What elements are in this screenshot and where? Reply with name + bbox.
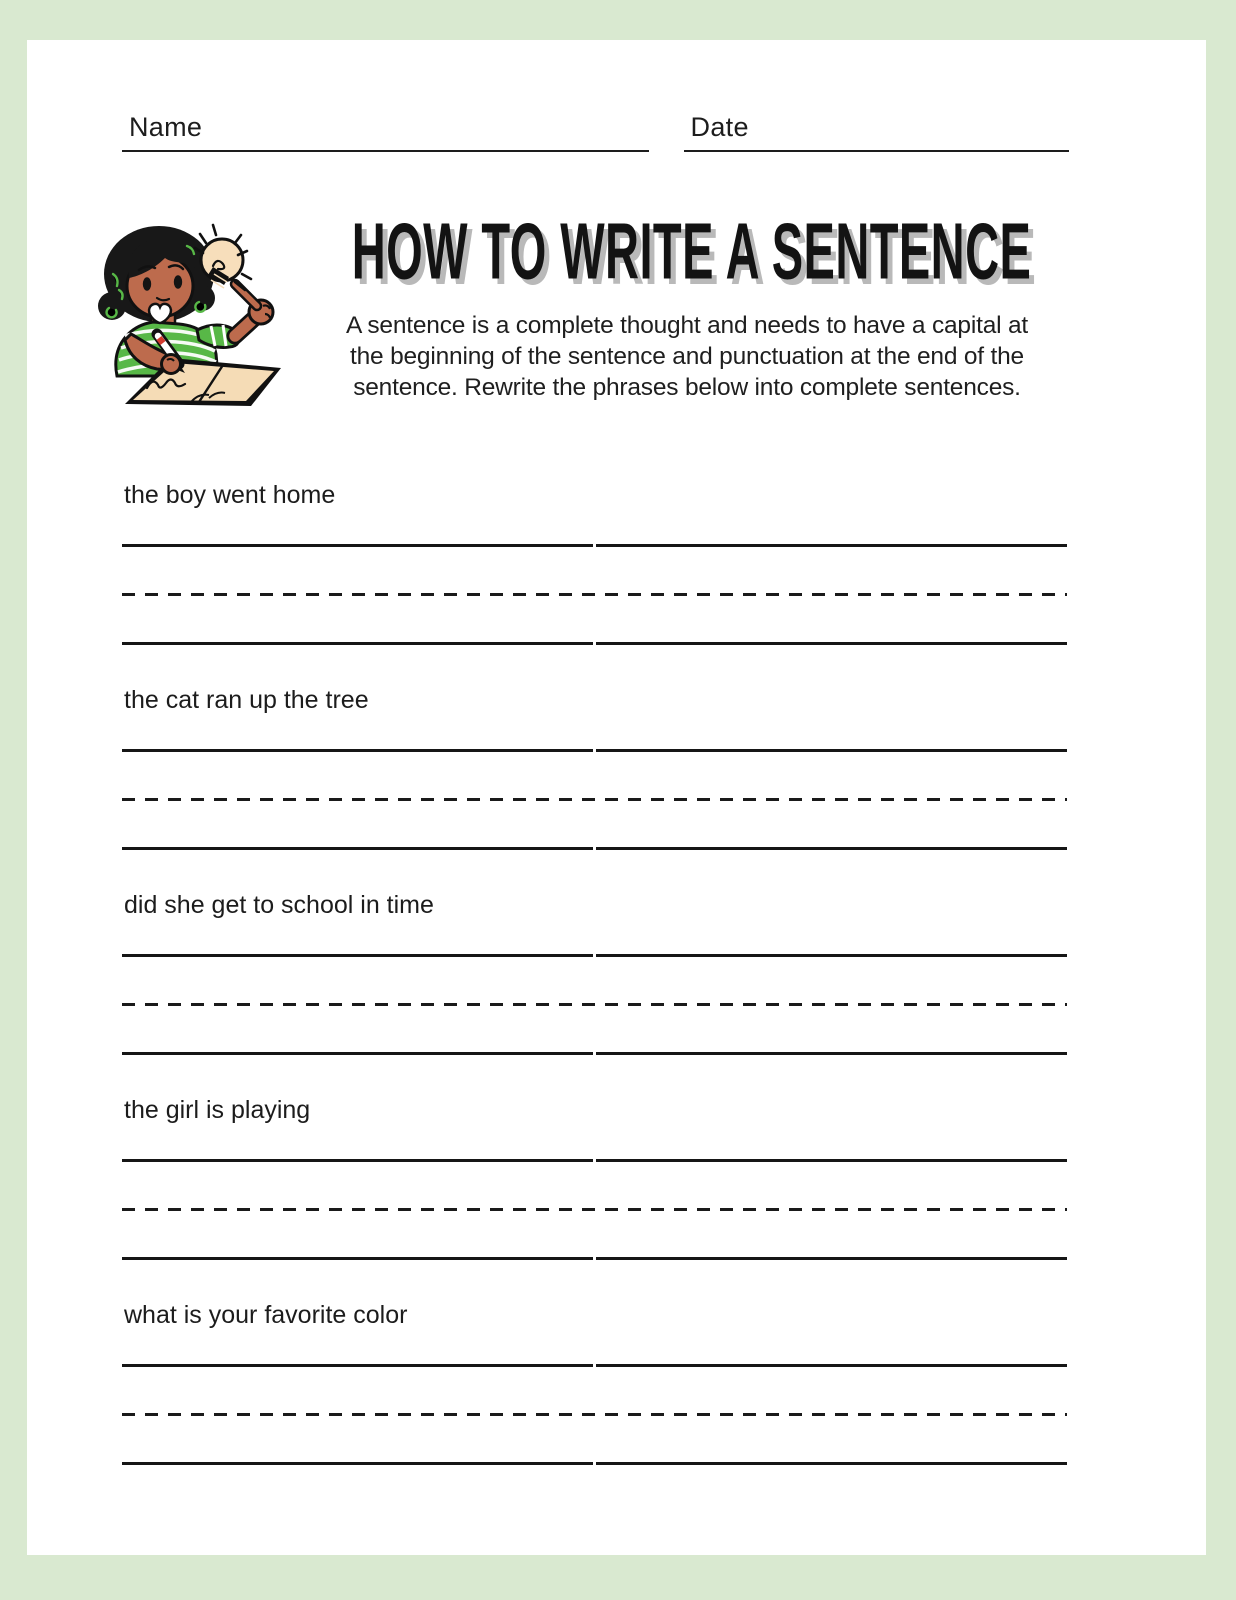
writing-line-middle-dashed[interactable] (122, 593, 1067, 596)
exercise-block (122, 888, 1069, 1055)
instructions-line: A sentence is a complete thought and needs to have a capital at (345, 312, 1029, 339)
exercise-prompt: did she get to school in time (124, 891, 434, 919)
writing-line-bottom[interactable] (122, 1462, 1067, 1465)
writing-line-bottom[interactable] (122, 1257, 1067, 1260)
worksheet-instructions (287, 310, 1087, 403)
exercise-block (122, 1093, 1069, 1260)
writing-line-bottom[interactable] (122, 847, 1067, 850)
worksheet-title: HOW TO WRITE A SENTENCE (351, 206, 1032, 296)
exercise-block (122, 1298, 1069, 1465)
date-label: Date (690, 112, 749, 142)
instructions-line: the beginning of the sentence and punctuation at the end of the (350, 343, 1024, 370)
worksheet-header (122, 152, 1069, 478)
writing-line-middle-dashed[interactable] (122, 1413, 1067, 1416)
exercise-prompt: the girl is playing (124, 1096, 311, 1124)
writing-line-top[interactable] (122, 544, 1067, 547)
writing-line-top[interactable] (122, 1364, 1067, 1367)
name-input-line[interactable] (122, 112, 649, 152)
name-date-row (122, 112, 1069, 152)
name-label: Name (129, 112, 203, 142)
writing-line-top[interactable] (122, 1159, 1067, 1162)
exercise-prompt: the boy went home (124, 481, 336, 509)
instructions-line: sentence. Rewrite the phrases below into complete sentences. (353, 374, 1021, 401)
writing-line-bottom[interactable] (122, 1052, 1067, 1055)
writing-line-top[interactable] (122, 749, 1067, 752)
exercise-list (122, 478, 1069, 1465)
girl-writing-illustration (95, 218, 295, 413)
writing-line-bottom[interactable] (122, 642, 1067, 645)
writing-line-middle-dashed[interactable] (122, 798, 1067, 801)
exercise-prompt: the cat ran up the tree (124, 686, 369, 714)
date-input-line[interactable] (684, 112, 1069, 152)
writing-line-middle-dashed[interactable] (122, 1208, 1067, 1211)
writing-line-top[interactable] (122, 954, 1067, 957)
exercise-block (122, 683, 1069, 850)
worksheet-page (27, 40, 1206, 1555)
writing-line-middle-dashed[interactable] (122, 1003, 1067, 1006)
exercise-block (122, 478, 1069, 645)
exercise-prompt: what is your favorite color (124, 1301, 408, 1329)
